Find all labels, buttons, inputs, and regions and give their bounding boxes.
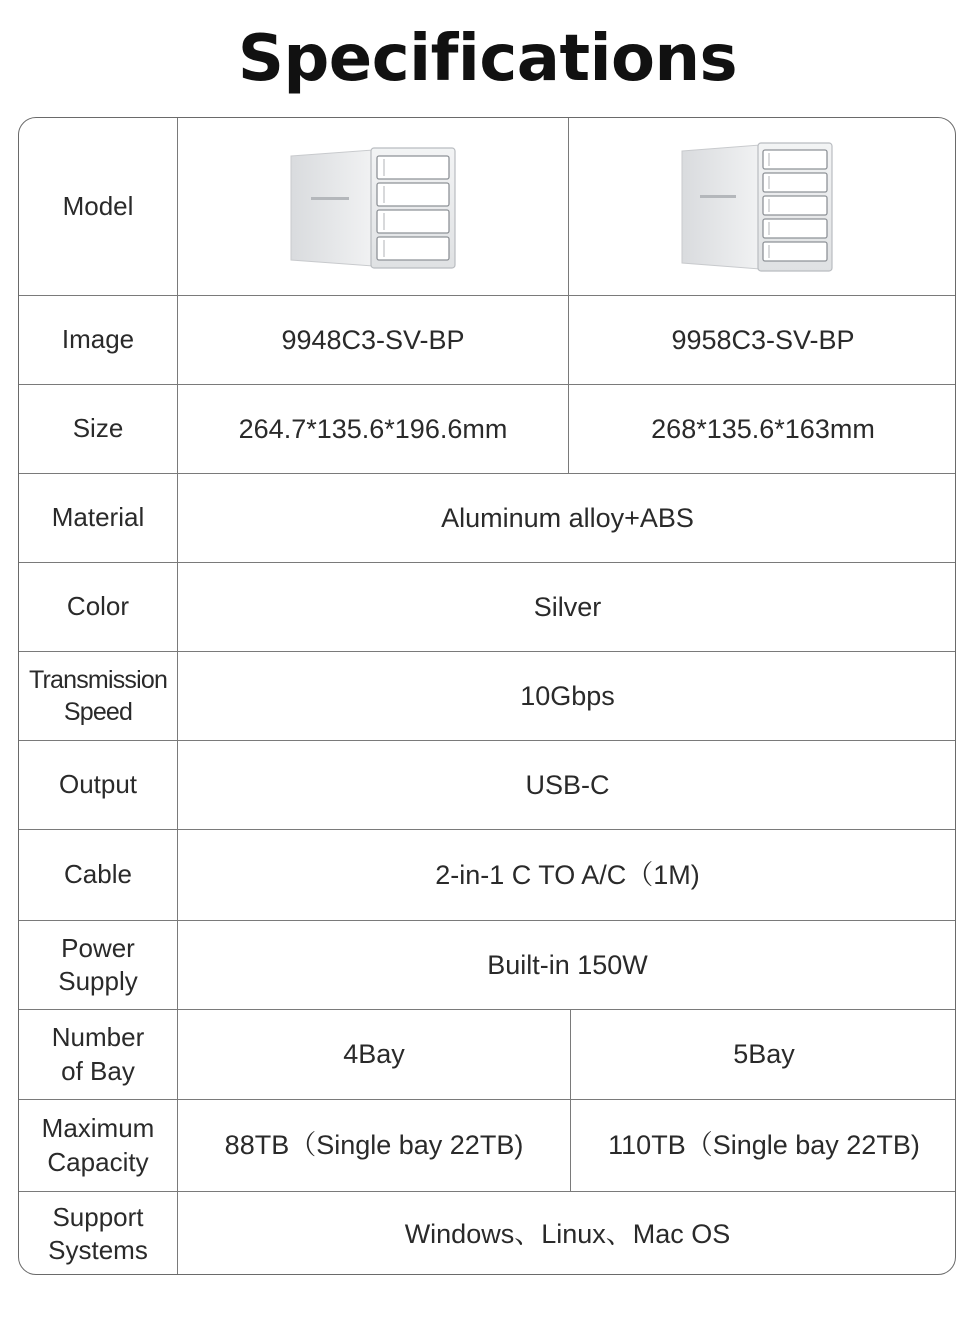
color-value: Silver xyxy=(533,591,602,622)
row-label-support-systems xyxy=(19,1192,178,1275)
support-systems-value: Windows、Linux、Mac OS xyxy=(404,1218,731,1249)
table-row-number-of-bay xyxy=(19,1010,955,1100)
transmission-speed-value: 10Gbps xyxy=(520,680,615,711)
label-line-2: Systems xyxy=(48,1235,148,1265)
row-label-model: Model xyxy=(19,118,178,295)
label-line-1: Number xyxy=(51,1022,145,1053)
bays-5bay: 5Bay xyxy=(733,1039,795,1070)
table-row-output xyxy=(19,741,955,830)
cable-value: 2-in-1 C TO A/C（1M) xyxy=(435,859,700,890)
table-row-transmission-speed xyxy=(19,652,955,741)
enclosure-4bay-illustration xyxy=(283,142,463,272)
spec-table xyxy=(18,117,956,1275)
enclosure-5bay-illustration xyxy=(678,139,848,275)
row-label-size: Size xyxy=(19,385,178,473)
row-label-number-of-bay xyxy=(19,1010,178,1099)
row-label-material: Material xyxy=(19,474,178,562)
capacity-4bay: 88TB（Single bay 22TB) xyxy=(178,1100,571,1191)
label-line-2: Speed xyxy=(63,698,133,726)
table-row-model xyxy=(19,118,955,296)
label-line-2: of Bay xyxy=(61,1055,135,1086)
table-row-color xyxy=(19,563,955,652)
model-number-5bay: 9958C3-SV-BP xyxy=(671,324,855,355)
bays-4bay: 4Bay xyxy=(178,1010,571,1099)
product-image-5bay xyxy=(569,118,956,295)
size-5bay: 268*135.6*163mm xyxy=(651,413,875,444)
table-row-support-systems xyxy=(19,1192,955,1275)
row-label-maximum-capacity xyxy=(19,1100,178,1191)
table-row-cable xyxy=(19,830,955,921)
table-row-image xyxy=(19,296,955,385)
row-label-transmission-speed xyxy=(19,652,178,740)
material-value: Aluminum alloy+ABS xyxy=(441,502,694,533)
row-label-power-supply xyxy=(19,921,178,1009)
model-number-4bay: 9948C3-SV-BP xyxy=(178,296,569,384)
product-image-4bay xyxy=(178,118,569,295)
row-label-cable: Cable xyxy=(19,830,178,920)
table-row-material xyxy=(19,474,955,563)
label-line-1: Transmission xyxy=(28,666,168,694)
label-line-1: Maximum xyxy=(41,1113,155,1144)
table-row-power-supply xyxy=(19,921,955,1010)
output-value: USB-C xyxy=(525,769,610,800)
capacity-5bay: 110TB（Single bay 22TB) xyxy=(608,1130,920,1161)
row-label-color: Color xyxy=(19,563,178,651)
table-row-size xyxy=(19,385,955,474)
table-row-maximum-capacity xyxy=(19,1100,955,1192)
label-line-1: Support xyxy=(52,1201,144,1232)
size-4bay: 264.7*135.6*196.6mm xyxy=(178,385,569,473)
label-line-2: Supply xyxy=(58,966,138,996)
row-label-image: Image xyxy=(19,296,178,384)
label-line-2: Capacity xyxy=(47,1146,149,1177)
label-line-1: Power xyxy=(61,932,135,963)
row-label-output: Output xyxy=(19,741,178,829)
power-supply-value: Built-in 150W xyxy=(487,949,648,980)
page-title: Specifications xyxy=(237,22,738,96)
